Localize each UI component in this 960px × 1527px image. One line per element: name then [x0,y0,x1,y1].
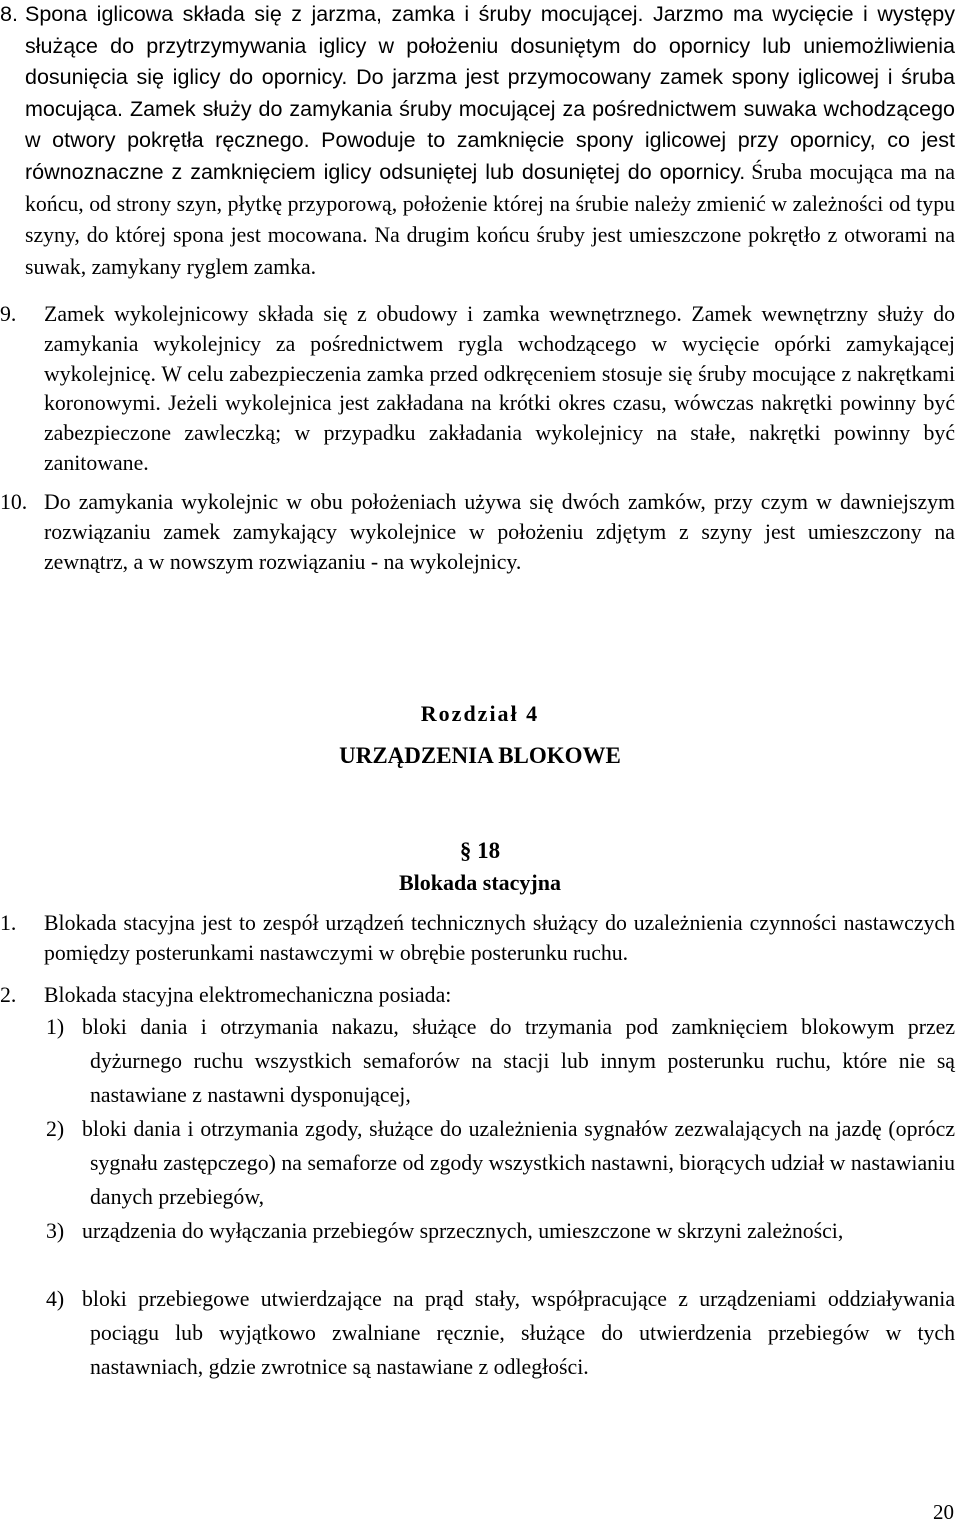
list-item-2 [0,1112,955,1214]
paragraph-9 [0,300,955,479]
paragraph-number: 8. [0,2,18,26]
paragraph-8 [0,0,955,284]
list-item-text: bloki przebiegowe utwierdzające na prąd stały, współpracujące z urządzeniami oddziaływania pociągu lub wyjątkowo zwalniane ręcznie, służące do utwierdzenia przebiegów w tych nastawniach, gdzie zwrotnice są nastawiane z odległości. [82,1287,955,1379]
paragraph-number: 10. [0,490,28,514]
list-item-number: 4) [46,1287,65,1311]
paragraph-text: Do zamykania wykolejnic w obu położeniach używa się dwóch zamków, przy czym w dawniejszym rozwiązaniu zamek zamykający wykolejnice w położeniu zdjętym z szyny jest umieszczony na zewnątrz, a w nowszym rozwiązaniu - na wykolejnicy. [44,490,955,574]
paragraph-text: Blokada stacyjna jest to zespół urządzeń technicznych służący do uzależnienia czynności nastawczych pomiędzy posterunkami nastawczymi w obrębie posterunku ruchu. [44,911,955,965]
page-number: 20 [933,1500,954,1524]
section-mark: § 18 [459,838,501,863]
list-item-number: 1) [46,1015,65,1039]
list-item-3 [0,1214,955,1248]
list-item-number: 2) [46,1117,65,1141]
paragraph-text: Blokada stacyjna elektromechaniczna posiada: [44,983,452,1007]
chapter-title: URZĄDZENIA BLOKOWE [339,743,621,768]
chapter-label: Rozdział 4 [420,701,540,726]
paragraph-text-serif: Śruba mocująca ma na końcu, od strony szyn, płytkę przyporową, położenie której na śrubie należy zmienić w zależności od typu szyny, do której spona jest mocowana. Na drugim końcu śruby jest umieszczone pokrętło z otworami na suwak, zamykany ryglem zamka. [25,159,956,279]
list-item-text: bloki dania i otrzymania zgody, służące do uzależnienia sygnałów zezwalających na jazdę (oprócz sygnału zastępczego) na semaforze od zgody wszystkich nastawni, biorących udział w nastawianiu danych przebiegów, [82,1117,955,1209]
paragraph-text: Zamek wykolejnicowy składa się z obudowy i zamka wewnętrznego. Zamek wewnętrzny służy do zamykania wykolejnicy za pośrednictwem rygla wchodzącego w wycięcie opórki zamykającej wykolejnicę. W celu zabezpieczenia zamka przed odkręceniem stosuje się śruby mocujące z nakrętkami koronowymi. Jeżeli wykolejnica jest zakładana na krótki okres czasu, wówczas nakrętki powinny być zabezpieczone zawleczką; w przypadku zakładania wykolejnicy na stałe, nakrętki powinny być zanitowane. [44,302,955,475]
list-item-text: urządzenia do wyłączania przebiegów sprzecznych, umieszczone w skrzyni zależności, [82,1219,844,1243]
paragraph-10 [0,488,955,577]
paragraph-number: 9. [0,302,17,326]
section-paragraph-1 [0,909,955,969]
paragraph-number: 1. [0,911,17,935]
section-title: Blokada stacyjna [399,870,561,895]
paragraph-number: 2. [0,983,17,1007]
section-paragraph-2 [0,981,955,1011]
list-item-text: bloki dania i otrzymania nakazu, służące do trzymania pod zamknięciem blokowym przez dyżurnego ruchu wszystkich semaforów na stacji lub innym posterunku ruchu, które nie są nastawiane z nastawni dysponującej, [82,1015,955,1107]
list-item-number: 3) [46,1219,65,1243]
list-item-4 [0,1282,955,1384]
paragraph-text-sans: Spona iglicowa składa się z jarzma, zamka i śruby mocującej. Jarzmo ma wycięcie i występy służące do przytrzymywania iglicy w położeniu dosuniętym do opornicy lub uniemożliwienia dosunięcia się iglicy do opornicy. Do jarzma jest przymocowany zamek spony iglicowej i śruba mocująca. Zamek służy do zamykania śruby mocującej za pośrednictwem suwaka wchodzącego w otwory pokrętła ręcznego. Powoduje to zamknięcie spony iglicowej przy opornicy, co jest równoznaczne z zamknięciem iglicy odsuniętej lub dosuniętej do opornicy. [25,2,955,184]
list-item-1 [0,1010,955,1112]
